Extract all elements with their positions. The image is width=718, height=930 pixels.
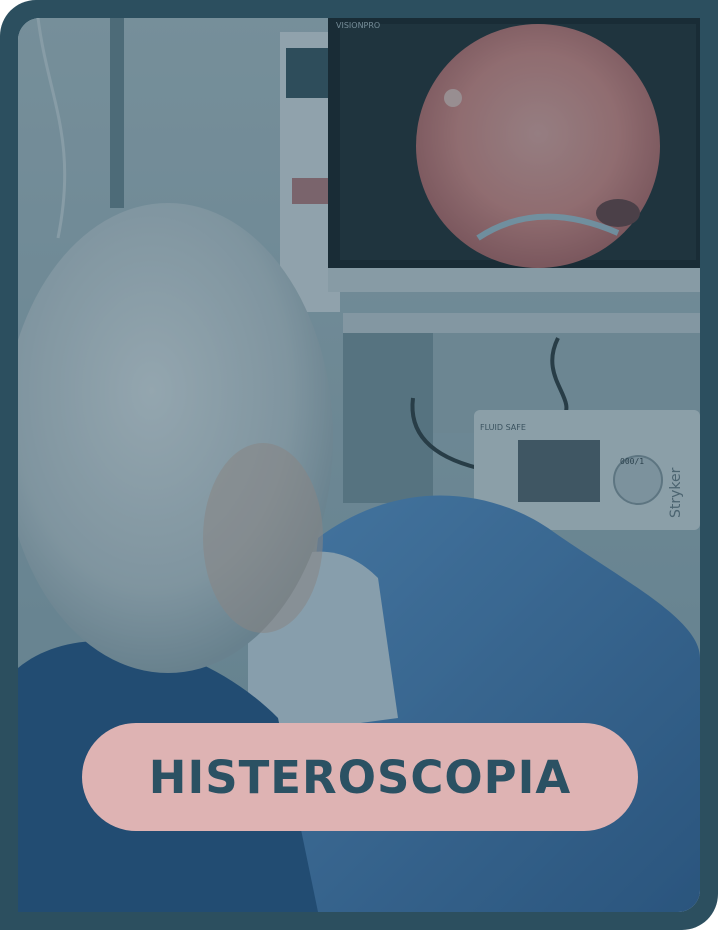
- tissue-detail: [596, 199, 640, 227]
- hysteroscope-view: [416, 24, 660, 268]
- histeroscopia-button[interactable]: [82, 723, 638, 831]
- iv-pole: [110, 18, 124, 208]
- pump-label: FLUID SAFE: [480, 423, 526, 432]
- cart-side: [343, 333, 433, 503]
- notice-badge: [292, 178, 332, 204]
- tissue-detail: [444, 89, 462, 107]
- monitor-bezel: [328, 268, 700, 292]
- cart-shelf: [343, 313, 700, 333]
- monitor-brand: VISIONPRO: [336, 21, 381, 30]
- surgeon-ear: [203, 443, 323, 633]
- pump-counter: 000/1: [620, 457, 645, 466]
- histeroscopia-label: HISTEROSCOPIA: [148, 750, 572, 804]
- pump-display: [518, 440, 600, 502]
- pump-brand: Stryker: [668, 467, 684, 518]
